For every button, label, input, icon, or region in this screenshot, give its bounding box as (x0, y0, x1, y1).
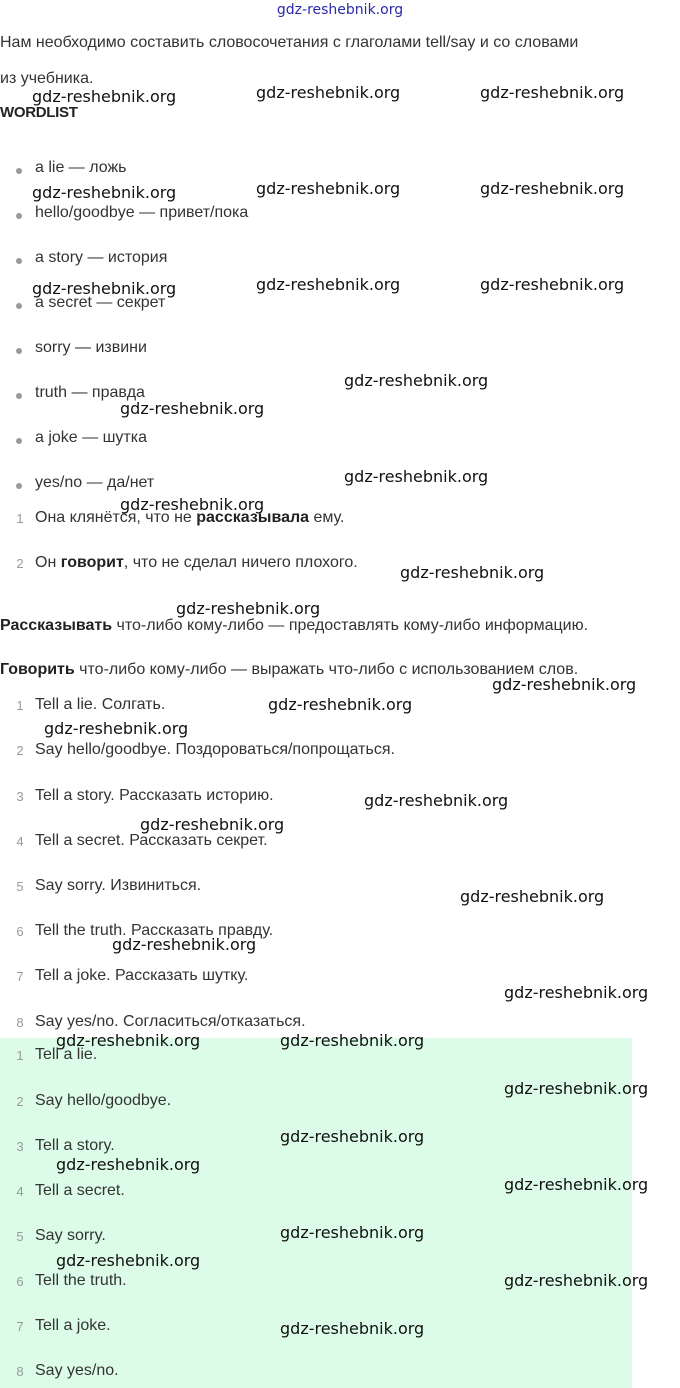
watermark: gdz-reshebnik.org (256, 83, 401, 102)
list-item: Tell a lie. (35, 1046, 98, 1063)
list-item: Say sorry. Извиниться. (35, 877, 202, 894)
item-number: 7 (16, 1319, 24, 1334)
item-number: 6 (16, 1274, 24, 1289)
watermark: gdz-reshebnik.org (504, 983, 649, 1002)
example-number: 2 (16, 556, 24, 571)
watermark: gdz-reshebnik.org (120, 495, 265, 514)
bullet-icon (16, 483, 22, 489)
watermark: gdz-reshebnik.org (140, 815, 285, 834)
bullet-icon (16, 258, 22, 264)
item-number: 1 (16, 698, 24, 713)
list-item: truth — правда (35, 384, 145, 401)
watermark: gdz-reshebnik.org (480, 179, 625, 198)
watermark: gdz-reshebnik.org (280, 1319, 425, 1338)
item-number: 1 (16, 1048, 24, 1063)
item-number: 2 (16, 1094, 24, 1109)
list-item: a joke — шутка (35, 429, 147, 446)
item-number: 4 (16, 1184, 24, 1199)
item-number: 4 (16, 834, 24, 849)
watermark: gdz-reshebnik.org (504, 1079, 649, 1098)
example-sentence: Он говорит, что не сделал ничего плохого. (35, 554, 358, 571)
intro-line-1: Нам необходимо составить словосочетания с глаголами tell/say и со словами (0, 34, 579, 51)
watermark: gdz-reshebnik.org (280, 1223, 425, 1242)
watermark: gdz-reshebnik.org (56, 1251, 201, 1270)
list-item: Say yes/no. (35, 1362, 119, 1379)
bullet-icon (16, 303, 22, 309)
list-item: Tell the truth. Рассказать правду. (35, 922, 274, 939)
list-item: Tell a joke. Рассказать шутку. (35, 967, 249, 984)
item-number: 2 (16, 743, 24, 758)
watermark: gdz-reshebnik.org (176, 599, 321, 618)
list-item: hello/goodbye — привет/пока (35, 204, 249, 221)
wordlist-title: WORDLIST (0, 104, 78, 121)
watermark: gdz-reshebnik.org (504, 1175, 649, 1194)
list-item: Say hello/goodbye. (35, 1092, 172, 1109)
watermark: gdz-reshebnik.org (364, 791, 509, 810)
list-item: Say hello/goodbye. Поздороваться/попрощаться. (35, 741, 395, 758)
watermark: gdz-reshebnik.org (480, 83, 625, 102)
definition-tell: Рассказывать что-либо кому-либо — предоставлять кому-либо информацию. (0, 617, 589, 634)
item-number: 8 (16, 1364, 24, 1379)
watermark: gdz-reshebnik.org (344, 467, 489, 486)
watermark: gdz-reshebnik.org (44, 719, 189, 738)
item-number: 5 (16, 1229, 24, 1244)
item-number: 5 (16, 879, 24, 894)
list-item: Tell a joke. (35, 1317, 111, 1334)
list-item: sorry — извини (35, 339, 147, 356)
watermark: gdz-reshebnik.org (280, 1031, 425, 1050)
watermark: gdz-reshebnik.org (112, 935, 257, 954)
list-item: Tell a lie. Солгать. (35, 696, 166, 713)
watermark: gdz-reshebnik.org (400, 563, 545, 582)
watermark: gdz-reshebnik.org (256, 179, 401, 198)
item-number: 3 (16, 789, 24, 804)
bullet-icon (16, 168, 22, 174)
list-item: Say sorry. (35, 1227, 106, 1244)
definition-say: Говорить что-либо кому-либо — выражать что-либо с использованием слов. (0, 661, 579, 678)
bullet-icon (16, 438, 22, 444)
watermark: gdz-reshebnik.org (504, 1271, 649, 1290)
item-number: 7 (16, 969, 24, 984)
list-item: a secret — секрет (35, 294, 166, 311)
watermark: gdz-reshebnik.org (32, 279, 177, 298)
list-item: Tell a secret. Рассказать секрет. (35, 832, 268, 849)
list-item: a story — история (35, 249, 168, 266)
watermark: gdz-reshebnik.org (492, 675, 637, 694)
watermark: gdz-reshebnik.org (32, 87, 177, 106)
watermark: gdz-reshebnik.org (460, 887, 605, 906)
item-number: 8 (16, 1015, 24, 1030)
item-number: 6 (16, 924, 24, 939)
list-item: Tell a secret. (35, 1182, 125, 1199)
watermark: gdz-reshebnik.org (344, 371, 489, 390)
bullet-icon (16, 348, 22, 354)
list-item: a lie — ложь (35, 159, 127, 176)
watermark: gdz-reshebnik.org (32, 183, 177, 202)
list-item: Tell a story. (35, 1137, 115, 1154)
bullet-icon (16, 213, 22, 219)
watermark: gdz-reshebnik.org (280, 1127, 425, 1146)
bullet-icon (16, 393, 22, 399)
watermark: gdz-reshebnik.org (56, 1155, 201, 1174)
list-item: Tell a story. Рассказать историю. (35, 787, 274, 804)
item-number: 3 (16, 1139, 24, 1154)
example-sentence: Она клянётся, что не рассказывала ему. (35, 509, 345, 526)
watermark: gdz-reshebnik.org (256, 275, 401, 294)
intro-line-2: из учебника. (0, 70, 94, 87)
watermark: gdz-reshebnik.org (480, 275, 625, 294)
watermark: gdz-reshebnik.org (268, 695, 413, 714)
list-item: Tell the truth. (35, 1272, 127, 1289)
example-number: 1 (16, 511, 24, 526)
watermark: gdz-reshebnik.org (120, 399, 265, 418)
list-item: Say yes/no. Согласиться/отказаться. (35, 1013, 306, 1030)
list-item: yes/no — да/нет (35, 474, 155, 491)
site-header-link[interactable]: gdz-reshebnik.org (276, 2, 404, 18)
watermark: gdz-reshebnik.org (56, 1031, 201, 1050)
